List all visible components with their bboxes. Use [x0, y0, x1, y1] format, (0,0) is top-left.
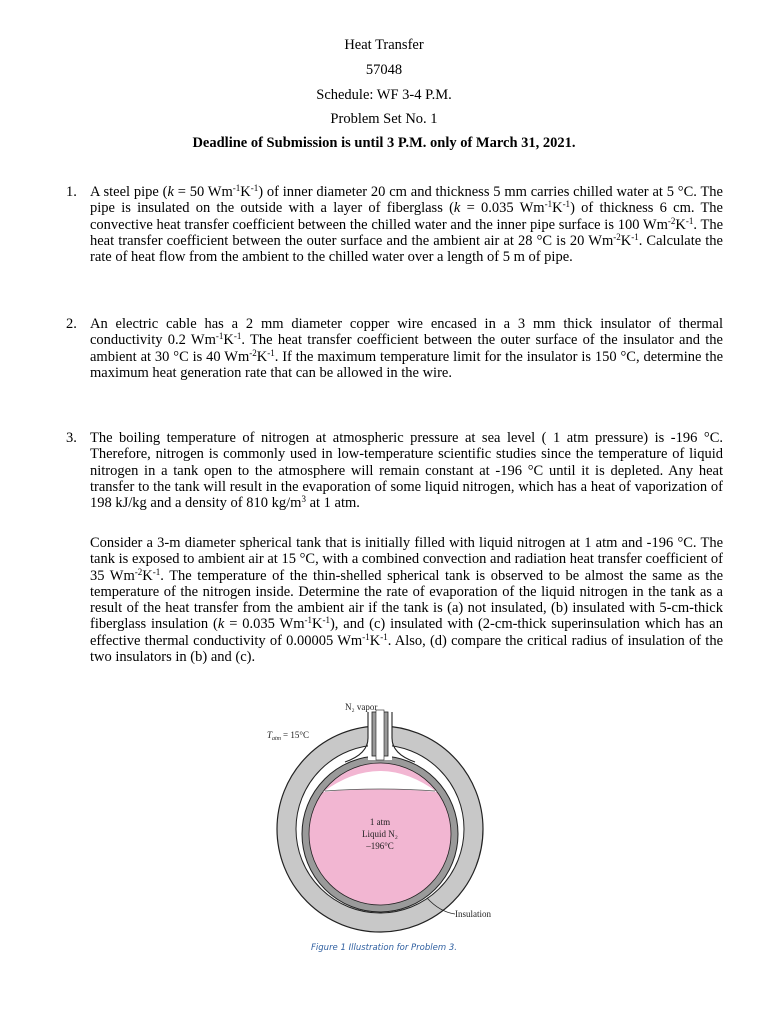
problem-3-text: The boiling temperature of nitrogen at atmospheric pressure at sea level ( 1 atm pressure) is -196 °C. Therefore, nitrogen is commonly used in low-temperature scientific studies since the temperature of liquid nitrogen in a tank open to the atmosphere will remain constant at -196 °C until it is depleted. Any heat transfer to the tank will result in the evaporation of some liquid nitrogen, which has a heat of vaporization of 198 kJ/kg and a density of 810 $kg/m^3$ at 1 atm.: [90, 430, 723, 512]
insulation-label: Insulation: [455, 909, 491, 919]
schedule: Schedule: WF 3-4 P.M.: [316, 87, 452, 103]
problem-3-number: 3.: [66, 430, 77, 446]
temperature-label: –196°C: [366, 841, 394, 851]
liquid-label: Liquid N₂: [362, 829, 398, 839]
problem-2-text: An electric cable has a 2 mm diameter copper wire encased in a 3 mm thick insulator of thermal conductivity 0.2 $Wm^{-1}K^{-1}$. The heat transfer coefficient between the outer surface of the insulator and the ambient at 30 °C is 40 $Wm^{-2}K^{-1}$. If the maximum temperature limit for the insulator is 150 °C, determine the maximum heat generation rate that can be allowed in the wire.: [90, 316, 724, 381]
problem-1-text: A steel pipe (k = 50 $Wm^{-1}K^{-1}$) of inner diameter 20 cm and thickness 5 mm carries chilled water at 5 °C. The pipe is insulated on the outside with a layer of fiberglass (k = 0.035 $Wm^{-1}K^{-1}$) of thickness 6 cm. The convective heat transfer coefficient between the chilled water and the inner pipe surface is 100 $Wm^{-2}K^{-1}$. The heat transfer coefficient between the outer surface and the ambient air at 28 °C is 20 $Wm^{-2}K^{-1}$. Calculate the rate of heat flow from the ambient to the chilled water over a length of 5 m of pipe.: [90, 183, 724, 266]
vapor-label: N₂ vapor: [345, 702, 378, 712]
deadline: Deadline of Submission is until 3 P.M. only of March 31, 2021.: [192, 135, 576, 151]
pressure-label: 1 atm: [369, 817, 391, 827]
problem-set-title: Problem Set No. 1: [330, 111, 438, 127]
problem-3-continuation: Consider a 3-m diameter spherical tank that is initially filled with liquid nitrogen at 1 atm and -196 °C. The tank is exposed to ambient air at 15 °C, with a combined convection and radiation heat transfer coefficient of 35 $Wm^{-2}K^{-1}$. The temperature of the thin-shelled spherical tank is observed to be almost the same as the temperature of the nitrogen inside. Determine the rate of evaporation of the liquid nitrogen in the tank as a result of the heat transfer from the ambient air if the tank is (a) not insulated, (b) insulated with 5-cm-thick fiberglass insulation (k = 0.035 $Wm^{-1}K^{-1}$), and (c) insulated with (2-cm-thick superinsulation which has an effective thermal conductivity of 0.00005 $Wm^{-1}K^{-1}$. Also, (d) compare the critical radius of insulation of the two insulators in (b) and (c).: [90, 535, 724, 666]
tank-figure: [255, 698, 520, 933]
tatm-label: $T_{atm} = 15^\circ C$: [267, 730, 309, 742]
course-title: Heat Transfer: [344, 37, 424, 53]
problem-2-number: 2.: [66, 316, 77, 332]
course-code: 57048: [365, 62, 403, 78]
figure-caption: Figure 1 Illustration for Problem 3.: [311, 943, 457, 953]
problem-1-number: 1.: [66, 184, 77, 200]
